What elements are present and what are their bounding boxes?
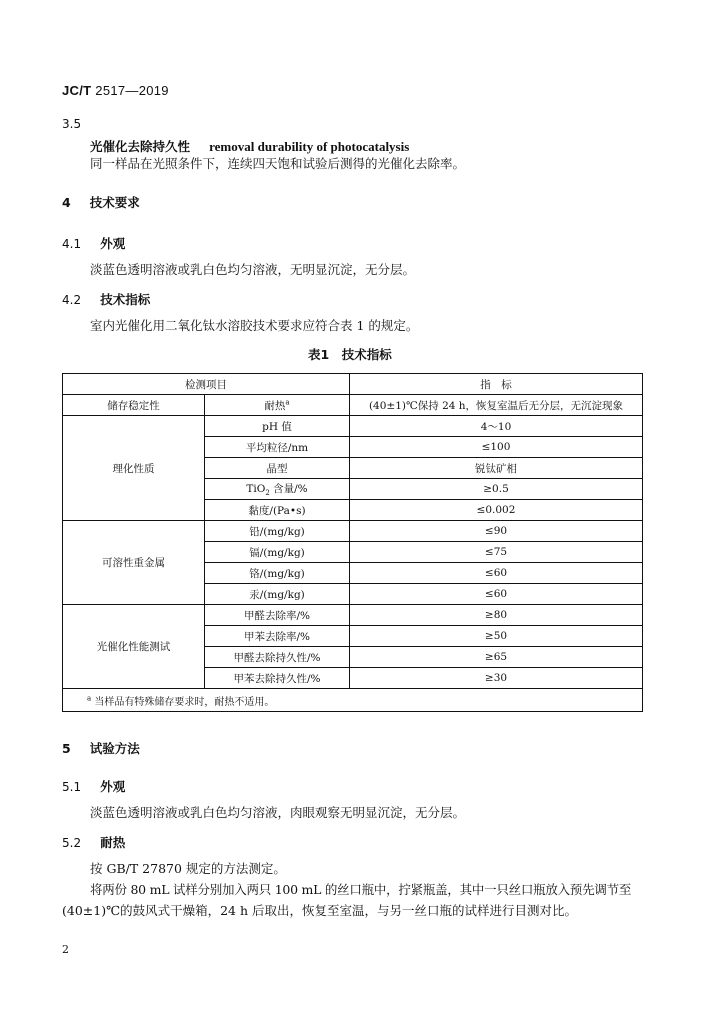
- value-cell: 锐钛矿相: [350, 458, 643, 479]
- item-cell: 汞/(mg/kg): [205, 584, 350, 605]
- term-chinese: 光催化去除持久性: [90, 139, 191, 154]
- value-cell: ≤90: [350, 521, 643, 542]
- section-title: 耐热: [100, 835, 126, 850]
- footnote-marker: a: [87, 694, 92, 703]
- section-title: 外观: [100, 236, 126, 251]
- value-cell: ≥50: [350, 626, 643, 647]
- subscript: 2: [265, 489, 270, 498]
- section-5-2-body-line1: 按 GB/T 27870 规定的方法测定。: [90, 861, 286, 876]
- term-line: [90, 136, 409, 155]
- section-number: 5.1: [62, 780, 82, 794]
- page-number: 2: [62, 943, 69, 956]
- group-cell: 理化性质: [63, 416, 205, 521]
- table-row: [63, 395, 643, 416]
- item-text: 耐热: [264, 399, 286, 412]
- item-cell: 甲醛去除持久性/%: [205, 647, 350, 668]
- standard-number: 2517—2019: [95, 83, 169, 98]
- value-cell: ≤60: [350, 563, 643, 584]
- item-cell: [205, 395, 350, 416]
- item-text: TiO: [246, 482, 266, 495]
- header-item-cell: 检测项目: [63, 374, 350, 395]
- group-cell: 可溶性重金属: [63, 521, 205, 605]
- item-cell: 铬/(mg/kg): [205, 563, 350, 584]
- item-cell: 晶型: [205, 458, 350, 479]
- section-5-heading: [62, 738, 140, 757]
- value-cell: ≥30: [350, 668, 643, 689]
- section-5-1-heading: [62, 776, 125, 795]
- section-number: 5: [62, 741, 71, 756]
- value-cell: ≤60: [350, 584, 643, 605]
- item-cell: 铅/(mg/kg): [205, 521, 350, 542]
- item-text: 含量/%: [269, 482, 308, 495]
- section-number: 5.2: [62, 836, 82, 850]
- section-4-2-heading: [62, 289, 150, 308]
- section-number: 4.1: [62, 237, 82, 251]
- item-cell: 甲苯去除持久性/%: [205, 668, 350, 689]
- standard-code: JC/T: [62, 83, 92, 98]
- section-5-2-body-line3: (40±1)℃的鼓风式干燥箱，24 h 后取出，恢复至室温，与另一丝口瓶的试样进行目测对比。: [62, 903, 577, 918]
- footnote-marker: a: [285, 398, 290, 406]
- value-cell: ≤75: [350, 542, 643, 563]
- section-title: 外观: [100, 779, 126, 794]
- section-4-heading: [62, 192, 140, 211]
- table-row: [63, 521, 643, 542]
- value-cell: ≥65: [350, 647, 643, 668]
- section-number: 4.2: [62, 293, 82, 307]
- term-english: removal durability of photocatalysis: [209, 139, 410, 154]
- section-3-5-number: 3.5: [62, 117, 82, 131]
- section-5-1-body: 淡蓝色透明溶液或乳白色均匀溶液，肉眼观察无明显沉淀，无分层。: [90, 805, 466, 820]
- standard-code-header: [62, 83, 169, 98]
- item-cell: 平均粒径/nm: [205, 437, 350, 458]
- table-row: [63, 416, 643, 437]
- value-cell: ≤100: [350, 437, 643, 458]
- section-title: 试验方法: [89, 741, 140, 756]
- item-cell: 镉/(mg/kg): [205, 542, 350, 563]
- section-4-2-body: 室内光催化用二氧化钛水溶胶技术要求应符合表 1 的规定。: [90, 318, 419, 333]
- section-4-1-body: 淡蓝色透明溶液或乳白色均匀溶液，无明显沉淀，无分层。: [90, 262, 416, 277]
- table-caption: 表1 技术指标: [308, 347, 392, 362]
- section-5-2-body-line2: 将两份 80 mL 试样分别加入两只 100 mL 的丝口瓶中，拧紧瓶盖，其中一只丝口瓶放入预先调节至: [90, 882, 632, 897]
- header-index-cell: 指 标: [350, 374, 643, 395]
- term-definition: 同一样品在光照条件下，连续四天饱和试验后测得的光催化去除率。: [90, 156, 466, 171]
- value-cell: (40±1)℃保持 24 h，恢复室温后无分层，无沉淀现象: [350, 395, 643, 416]
- group-cell: 光催化性能测试: [63, 605, 205, 689]
- table-footnote: [63, 689, 643, 712]
- value-cell: ≤0.002: [350, 500, 643, 521]
- item-cell: 甲醛去除率/%: [205, 605, 350, 626]
- section-5-2-heading: [62, 832, 125, 851]
- section-4-1-heading: [62, 233, 125, 252]
- value-cell: 4～10: [350, 416, 643, 437]
- item-cell: 黏度/(Pa•s): [205, 500, 350, 521]
- group-cell: 储存稳定性: [63, 395, 205, 416]
- table-footnote-row: [63, 689, 643, 712]
- section-title: 技术要求: [89, 195, 140, 210]
- value-cell: ≥80: [350, 605, 643, 626]
- item-cell: pH 值: [205, 416, 350, 437]
- value-cell: ≥0.5: [350, 479, 643, 500]
- item-cell: 甲苯去除率/%: [205, 626, 350, 647]
- table-header-row: [63, 374, 643, 395]
- footnote-text: 当样品有特殊储存要求时，耐热不适用。: [91, 696, 275, 708]
- table-row: [63, 605, 643, 626]
- section-title: 技术指标: [100, 292, 151, 307]
- technical-index-table: [62, 373, 643, 712]
- section-number: 4: [62, 195, 71, 210]
- item-cell: [205, 479, 350, 500]
